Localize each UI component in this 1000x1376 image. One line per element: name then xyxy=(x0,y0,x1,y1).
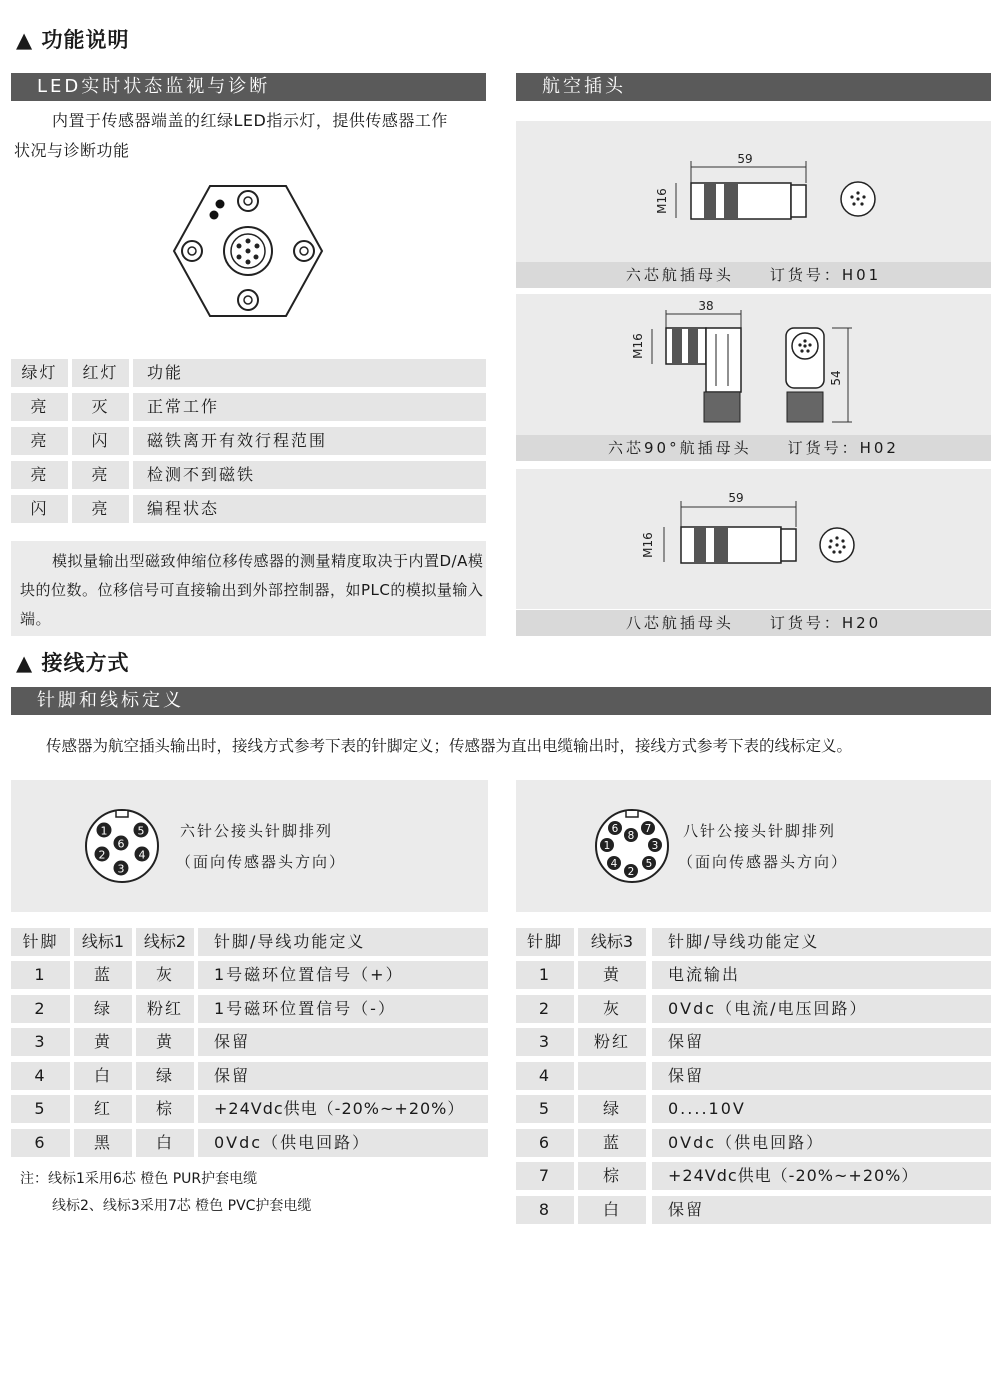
pin-label: 6 xyxy=(117,837,125,851)
eight-row-pin: 1 xyxy=(516,961,574,989)
connector-h01-drawing xyxy=(516,121,991,263)
cable-note-line2: 线标2、线标3采用7芯 橙色 PVC护套电缆 xyxy=(52,1198,312,1214)
eight-row-pin: 2 xyxy=(516,995,574,1023)
six-row-wire2: 粉红 xyxy=(136,995,194,1023)
eight-header-pin: 针脚 xyxy=(516,928,574,956)
eight-row-function: 0Vdc（供电回路） xyxy=(652,1129,991,1157)
pin-label: 5 xyxy=(645,858,653,870)
six-row-function: 1号磁环位置信号（+） xyxy=(198,961,488,989)
pin-label: 8 xyxy=(627,830,635,842)
six-row-function: 保留 xyxy=(198,1062,488,1090)
eight-row-pin: 8 xyxy=(516,1196,574,1224)
eight-row-wire3 xyxy=(578,1062,646,1090)
eight-row-pin: 3 xyxy=(516,1028,574,1056)
six-row-function: 保留 xyxy=(198,1028,488,1056)
connector-h20-caption: 八芯航插母头 订货号：H20 xyxy=(516,610,991,636)
six-row-pin: 2 xyxy=(11,995,70,1023)
sensor-endcap-drawing xyxy=(170,182,326,320)
pin-label: 5 xyxy=(137,824,145,838)
six-row-wire1: 白 xyxy=(74,1062,132,1090)
six-row-wire2: 灰 xyxy=(136,961,194,989)
eight-row-function: 0Vdc（电流/电压回路） xyxy=(652,995,991,1023)
eight-row-wire3: 棕 xyxy=(578,1162,646,1190)
six-pin-diagram xyxy=(84,808,160,884)
pins-section-bar: 针脚和线标定义 xyxy=(11,687,991,715)
six-pin-title: 六针公接头针脚排列 xyxy=(180,822,334,840)
led-row-red: 亮 xyxy=(72,461,129,489)
eight-row-wire3: 灰 xyxy=(578,995,646,1023)
eight-pin-panel xyxy=(516,780,991,912)
eight-row-wire3: 粉红 xyxy=(578,1028,646,1056)
led-row-function: 磁铁离开有效行程范围 xyxy=(133,427,486,455)
analog-note-line1: 模拟量输出型磁致伸缩位移传感器的测量精度取决于内置D/A模 xyxy=(52,552,484,570)
eight-row-wire3: 绿 xyxy=(578,1095,646,1123)
led-header-green: 绿灯 xyxy=(11,359,68,387)
eight-row-pin: 6 xyxy=(516,1129,574,1157)
section-title-function: ▲ 功能说明 xyxy=(16,28,130,52)
led-description-line1: 内置于传感器端盖的红绿LED指示灯，提供传感器工作 xyxy=(52,111,448,130)
pin-label: 4 xyxy=(138,848,146,862)
six-row-function: +24Vdc供电（-20%~+20%） xyxy=(198,1095,488,1123)
eight-row-pin: 7 xyxy=(516,1162,574,1190)
pin-label: 2 xyxy=(98,848,106,862)
led-section-bar: LED实时状态监视与诊断 xyxy=(11,73,486,101)
six-row-function: 0Vdc（供电回路） xyxy=(198,1129,488,1157)
eight-row-function: 电流输出 xyxy=(652,961,991,989)
six-row-pin: 6 xyxy=(11,1129,70,1157)
connector-h02-caption: 六芯90°航插母头 订货号：H02 xyxy=(516,435,991,461)
eight-row-pin: 5 xyxy=(516,1095,574,1123)
dim-thread-label: M16 xyxy=(655,188,669,214)
pin-label: 1 xyxy=(100,824,108,838)
eight-row-function: 保留 xyxy=(652,1028,991,1056)
six-row-wire2: 白 xyxy=(136,1129,194,1157)
six-row-pin: 1 xyxy=(11,961,70,989)
six-row-pin: 3 xyxy=(11,1028,70,1056)
eight-row-function: +24Vdc供电（-20%~+20%） xyxy=(652,1162,991,1190)
pin-label: 3 xyxy=(117,862,125,876)
six-row-pin: 5 xyxy=(11,1095,70,1123)
dim-thread-label: M16 xyxy=(631,333,645,359)
led-row-green: 闪 xyxy=(11,495,68,523)
led-row-red: 闪 xyxy=(72,427,129,455)
six-row-wire1: 黑 xyxy=(74,1129,132,1157)
pin-label: 7 xyxy=(644,823,652,835)
pin-label: 4 xyxy=(610,858,618,870)
analog-note-line3: 端。 xyxy=(20,610,52,628)
pins-intro: 传感器为航空插头输出时，接线方式参考下表的针脚定义；传感器为直出电缆输出时，接线方式参考下表的线标定义。 xyxy=(46,737,853,755)
six-row-wire1: 绿 xyxy=(74,995,132,1023)
six-header-wire1: 线标1 xyxy=(74,928,132,956)
dim-thread-label: M16 xyxy=(641,532,655,558)
connector-h20-drawing xyxy=(516,469,991,609)
six-row-wire2: 黄 xyxy=(136,1028,194,1056)
led-header-red: 红灯 xyxy=(72,359,129,387)
six-row-wire1: 红 xyxy=(74,1095,132,1123)
analog-note-line2: 块的位数。位移信号可直接输出到外部控制器，如PLC的模拟量输入 xyxy=(20,581,484,599)
eight-pin-title: 八针公接头针脚排列 xyxy=(683,822,837,840)
led-row-function: 检测不到磁铁 xyxy=(133,461,486,489)
dim-length-label: 59 xyxy=(728,491,744,505)
cable-note-line1: 注：线标1采用6芯 橙色 PUR护套电缆 xyxy=(20,1171,258,1187)
six-header-function: 针脚/导线功能定义 xyxy=(198,928,488,956)
connector-h01-caption: 六芯航插母头 订货号：H01 xyxy=(516,262,991,288)
connector-section-bar: 航空插头 xyxy=(516,73,991,101)
led-row-green: 亮 xyxy=(11,427,68,455)
eight-row-function: 保留 xyxy=(652,1062,991,1090)
six-row-function: 1号磁环位置信号（-） xyxy=(198,995,488,1023)
eight-row-function: 保留 xyxy=(652,1196,991,1224)
pin-label: 2 xyxy=(627,866,635,878)
six-row-wire2: 绿 xyxy=(136,1062,194,1090)
pin-label: 1 xyxy=(603,840,611,852)
led-description-line2: 状况与诊断功能 xyxy=(14,141,130,160)
eight-row-pin: 4 xyxy=(516,1062,574,1090)
eight-header-function: 针脚/导线功能定义 xyxy=(652,928,991,956)
section-title-wiring: ▲ 接线方式 xyxy=(16,651,130,675)
dim-height-label: 54 xyxy=(829,370,843,386)
led-header-function: 功能 xyxy=(133,359,486,387)
pin-label: 3 xyxy=(651,840,659,852)
six-row-wire1: 蓝 xyxy=(74,961,132,989)
six-header-pin: 针脚 xyxy=(11,928,70,956)
eight-row-wire3: 白 xyxy=(578,1196,646,1224)
six-header-wire2: 线标2 xyxy=(136,928,194,956)
six-pin-subtitle: （面向传感器头方向） xyxy=(176,853,347,871)
eight-pin-subtitle: （面向传感器头方向） xyxy=(678,853,849,871)
connector-h02-drawing xyxy=(516,294,991,436)
led-row-green: 亮 xyxy=(11,461,68,489)
eight-row-wire3: 黄 xyxy=(578,961,646,989)
six-row-wire2: 棕 xyxy=(136,1095,194,1123)
dim-length-label: 38 xyxy=(698,299,714,313)
pin-label: 6 xyxy=(611,823,619,835)
eight-row-wire3: 蓝 xyxy=(578,1129,646,1157)
led-row-red: 亮 xyxy=(72,495,129,523)
six-row-pin: 4 xyxy=(11,1062,70,1090)
dim-length-label: 59 xyxy=(737,152,753,166)
six-pin-panel xyxy=(11,780,488,912)
eight-header-wire3: 线标3 xyxy=(578,928,646,956)
eight-pin-diagram xyxy=(594,808,670,884)
led-row-red: 灭 xyxy=(72,393,129,421)
led-row-function: 正常工作 xyxy=(133,393,486,421)
six-row-wire1: 黄 xyxy=(74,1028,132,1056)
led-row-function: 编程状态 xyxy=(133,495,486,523)
led-row-green: 亮 xyxy=(11,393,68,421)
eight-row-function: 0....10V xyxy=(652,1095,991,1123)
